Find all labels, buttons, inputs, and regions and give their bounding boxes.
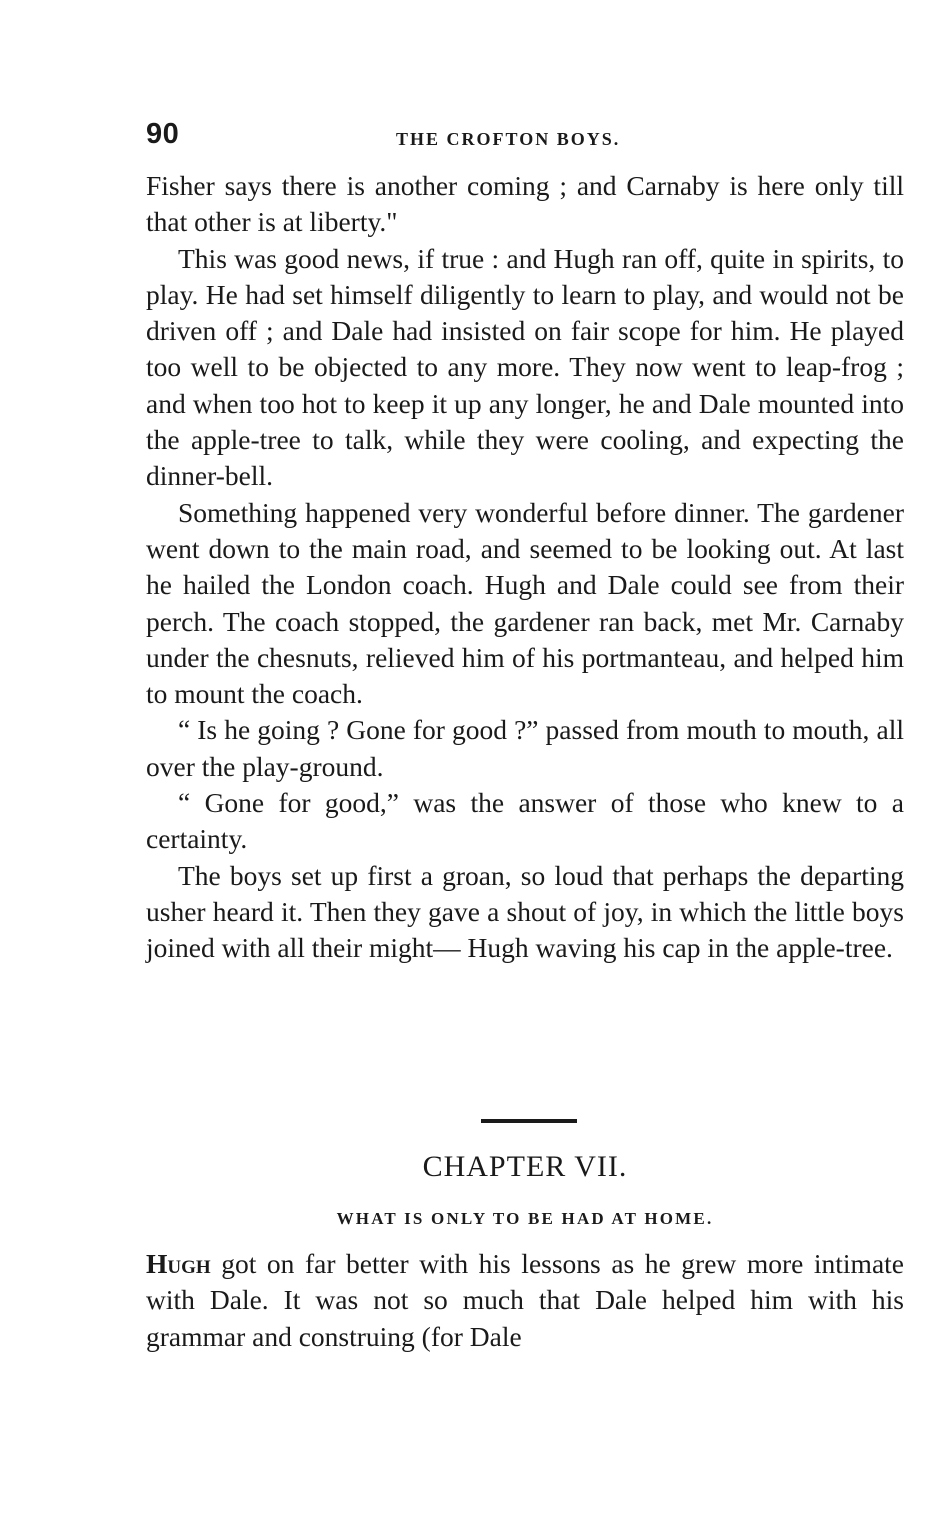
running-head: THE CROFTON BOYS. xyxy=(396,129,621,149)
chapter-opening-text xyxy=(146,1246,904,1355)
paragraph: This was good news, if true : and Hugh ran off, quite in spirits, to play. He had set himself diligently to learn to play, and would not be driven off ; and Dale had insisted on fair scope for him. He played too well to be objected to any more. They now went to leap-frog ; and when too hot to keep it up any longer, he and Dale mounted into the apple-tree to talk, while they were cooling, and expecting the dinner-bell. xyxy=(146,242,904,492)
page-number: 90 xyxy=(146,118,180,150)
chapter-divider-rule xyxy=(481,1119,577,1123)
chapter-subtitle: WHAT IS ONLY TO BE HAD AT HOME. xyxy=(336,1209,714,1228)
paragraph: “ Gone for good,” was the answer of those who knew to a certainty. xyxy=(146,787,904,855)
opening-text: got on far better with his lessons as he grew more intimate with Dale. It was not so much that Dale helped him with his grammar and construing (for Dale xyxy=(146,1248,904,1352)
page-header xyxy=(146,118,906,152)
body-text xyxy=(146,168,904,967)
paragraph: The boys set up first a groan, so loud that perhaps the departing usher heard it. Then they gave a shout of joy, in which the little boys joined with all their might— Hugh waving his cap in the apple-tree. xyxy=(146,859,904,964)
paragraph: Something happened very wonderful before dinner. The gardener went down to the main road, and seemed to be looking out. At last he hailed the London coach. Hugh and Dale could see from their perch. The coach stopped, the gardener ran back, met Mr. Carnaby under the chesnuts, relieved him of his portmanteau, and helped him to mount the coach. xyxy=(146,496,904,710)
chapter-title: CHAPTER VII. xyxy=(422,1150,628,1183)
paragraph: “ Is he going ? Gone for good ?” passed from mouth to mouth, all over the play-ground. xyxy=(146,714,904,782)
opening-word: Hugh xyxy=(146,1248,211,1279)
chapter-paragraph xyxy=(146,1246,904,1355)
paragraph: Fisher says there is another coming ; and Carnaby is here only till that other is at liberty." xyxy=(146,170,904,238)
